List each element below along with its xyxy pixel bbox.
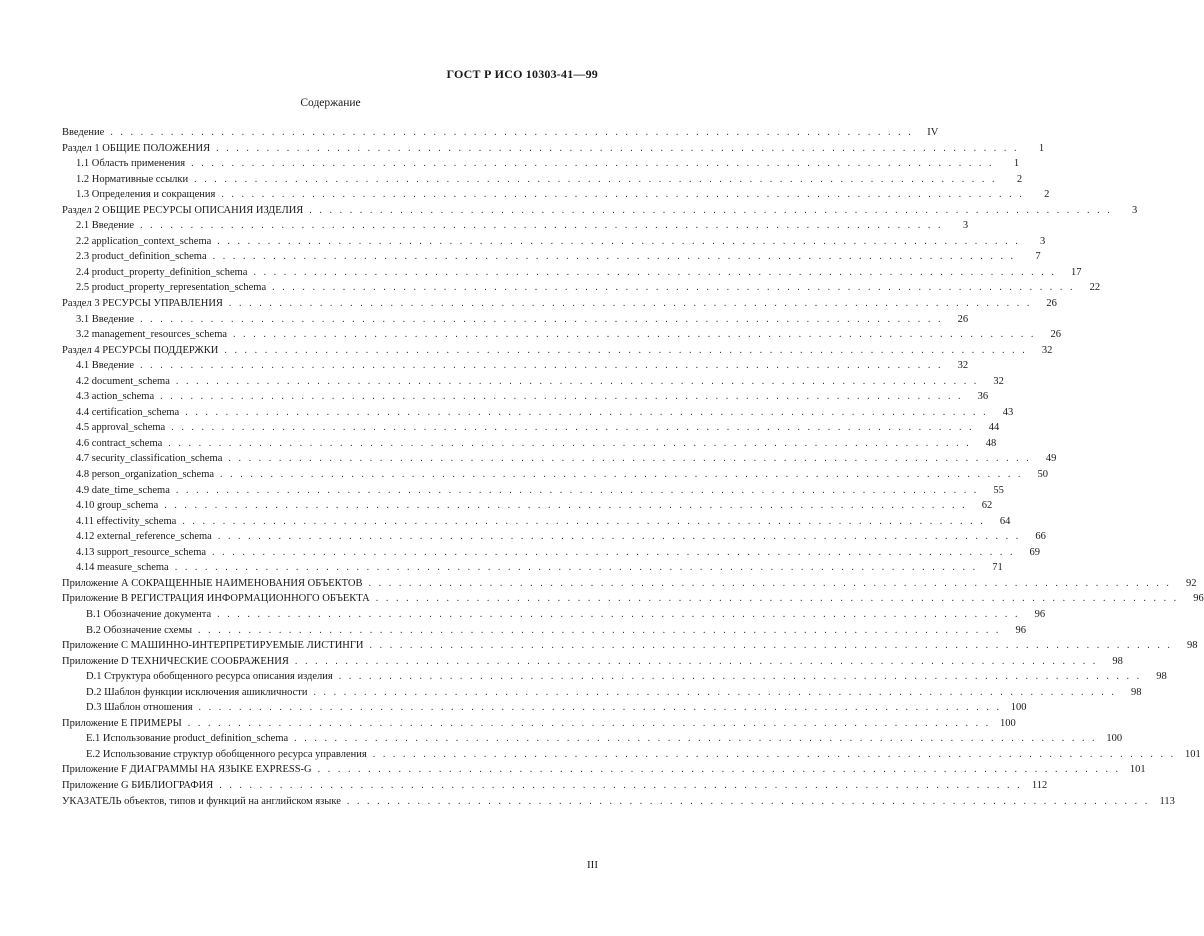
toc-entry (62, 405, 1014, 421)
toc-entry-label: 2.2 application_context_schema (76, 235, 212, 247)
document-code: ГОСТ Р ИСО 10303-41—99 (446, 67, 598, 81)
dot-leader: ................................................................................ (217, 608, 1026, 620)
toc-entry-page: 1 (1013, 158, 1020, 170)
toc-entry-page: 98 (1187, 640, 1198, 652)
dot-leader: ................................................................................ (140, 360, 949, 372)
toc-entry-page: 100 (1000, 717, 1016, 729)
toc-entry-page: 22 (1089, 282, 1101, 294)
dot-leader: ................................................................................ (175, 375, 984, 387)
toc-entry-label: 4.4 certification_schema (76, 406, 180, 418)
dot-leader: ................................................................................ (294, 733, 1103, 745)
toc-entry-page: 98 (1156, 671, 1167, 683)
toc-entry-label: 4.5 approval_schema (76, 422, 166, 434)
toc-entry-page: 92 (1186, 577, 1197, 589)
toc-entry-page: 17 (1070, 266, 1082, 278)
dot-leader: ................................................................................ (168, 437, 977, 449)
toc-entry-page: 100 (1010, 702, 1027, 714)
toc-entry-label: 2.4 product_property_definition_schema (76, 266, 248, 278)
toc-entry-page: 32 (993, 375, 1004, 387)
dot-leader: ................................................................................ (233, 329, 1042, 341)
toc-entry-label: 4.2 document_schema (76, 375, 170, 387)
toc-entry-label: Приложение В РЕГИСТРАЦИЯ ИНФОРМАЦИОННОГО ОБЪЕКТА (62, 593, 370, 605)
toc-entry (62, 172, 1023, 188)
toc-entry-label: Приложение G БИБЛИОГРАФИЯ (62, 779, 214, 791)
toc-entry (62, 234, 1046, 250)
toc-entry-page: 2 (1044, 189, 1050, 201)
toc-entry-label: 4.7 security_classification_schema (76, 453, 223, 465)
toc-entry-page: 96 (1015, 624, 1027, 636)
toc-entry-page: 50 (1037, 469, 1049, 481)
toc-entry-page: 26 (957, 313, 969, 325)
toc-entry-label: 4.6 contract_schema (76, 437, 163, 449)
toc-entry-page: 98 (1112, 655, 1123, 667)
dot-leader: ................................................................................ (164, 500, 973, 512)
toc-entry-page: 48 (985, 437, 997, 449)
toc-entry (62, 280, 1101, 296)
dot-leader: ................................................................................ (313, 686, 1122, 698)
toc-entry (62, 638, 1198, 654)
dot-leader: ................................................................................ (212, 546, 1021, 558)
dot-leader: ................................................................................ (369, 640, 1178, 652)
toc-entry (62, 514, 1011, 530)
toc-entry-page: 71 (992, 562, 1003, 574)
dot-leader: ................................................................................ (346, 795, 1155, 807)
toc-entry (62, 389, 989, 405)
toc-entry-page: 26 (1046, 298, 1057, 310)
toc-entry-label: Раздел 3 РЕСУРСЫ УПРАВЛЕНИЯ (62, 298, 223, 310)
dot-leader: ................................................................................ (372, 748, 1181, 760)
toc-entry-label: Приложение А СОКРАЩЕННЫЕ НАИМЕНОВАНИЯ ОБЪЕКТОВ (62, 577, 363, 589)
toc-entry-label: D.1 Структура обобщенного ресурса описания изделия (86, 671, 333, 683)
toc-entry (62, 762, 1146, 778)
toc-entry (62, 327, 1062, 343)
toc-entry-label: 4.13 support_resource_schema (76, 546, 207, 558)
toc-entry (62, 358, 969, 374)
toc-entry-label: Приложение Е ПРИМЕРЫ (62, 717, 182, 729)
toc-entry (62, 716, 1016, 732)
toc-entry-label: Раздел 2 ОБЩИЕ РЕСУРСЫ ОПИСАНИЯ ИЗДЕЛИЯ (62, 204, 304, 216)
dot-leader: ................................................................................ (110, 127, 919, 138)
toc-entry (62, 343, 1053, 359)
toc-entry-label: D.2 Шаблон функции исключения ашикличности (86, 686, 308, 698)
toc-entry (62, 249, 1041, 265)
toc-entry (62, 545, 1041, 561)
toc-entry-page: 26 (1050, 329, 1062, 341)
dot-leader: ................................................................................ (198, 702, 1007, 714)
toc-entry-page: 101 (1129, 764, 1146, 776)
toc-entry-page: 113 (1159, 795, 1175, 807)
dot-leader: ................................................................................ (217, 235, 1026, 247)
toc-entry-label: Е.1 Использование product_definition_schema (86, 733, 289, 745)
dot-leader: ................................................................................ (272, 282, 1081, 294)
toc-entry (62, 203, 1138, 219)
toc-entry (62, 483, 1004, 499)
toc-entry-label: 2.3 product_definition_schema (76, 251, 207, 263)
toc-entry-label: 4.11 effectivity_schema (76, 515, 177, 527)
dot-leader: ................................................................................ (216, 142, 1025, 154)
toc-entry (62, 296, 1057, 312)
toc-entry-page: 1 (1038, 142, 1045, 154)
toc-entry-label: 1.1 Область применения (76, 158, 186, 170)
dot-leader: ................................................................................ (228, 453, 1037, 465)
toc-entry (62, 560, 1003, 576)
toc-entry-label: 3.1 Введение (76, 313, 135, 325)
toc-entry-page: 66 (1035, 531, 1046, 543)
toc-entry-label: D.3 Шаблон отношения (86, 702, 193, 714)
toc-entry (62, 685, 1142, 701)
toc-entry-label: 4.14 measure_schema (76, 562, 169, 574)
toc-entry-page: 96 (1193, 593, 1204, 605)
toc-entry-label: Приложение F ДИАГРАММЫ НА ЯЗЫКЕ EXPRESS-G (62, 764, 312, 776)
toc-entry (62, 607, 1046, 623)
toc-entry (62, 467, 1049, 483)
dot-leader: ................................................................................ (212, 251, 1021, 263)
dot-leader: ................................................................................ (182, 515, 991, 527)
toc-entry (62, 265, 1082, 281)
toc-entry (62, 669, 1167, 685)
toc-entry (62, 156, 1020, 172)
toc-entry-label: Введение (62, 127, 105, 138)
toc-entry (62, 420, 1000, 436)
toc-entry (62, 529, 1046, 545)
toc-entry (62, 141, 1045, 157)
toc-entry (62, 654, 1123, 670)
toc-entry-label: 2.1 Введение (76, 220, 135, 232)
toc-entry-page: 112 (1031, 779, 1048, 791)
toc-entry-label: В.2 Обозначение схемы (86, 624, 193, 636)
toc-entry-label: Раздел 1 ОБЩИЕ ПОЛОЖЕНИЯ (62, 142, 211, 154)
toc-entry-page: 62 (981, 500, 993, 512)
dot-leader: ................................................................................ (140, 220, 949, 232)
dot-leader: ................................................................................ (198, 624, 1007, 636)
toc-entry (62, 125, 939, 141)
dot-leader: ................................................................................ (368, 577, 1177, 589)
dot-leader: ................................................................................ (294, 655, 1103, 667)
toc-entry-label: 2.5 product_property_representation_schema (76, 282, 267, 294)
dot-leader: ................................................................................ (175, 484, 984, 496)
toc-entry-page: 7 (1035, 251, 1041, 263)
toc-entry-label: 4.10 group_schema (76, 500, 159, 512)
dot-leader: ................................................................................ (228, 298, 1037, 310)
dot-leader: ................................................................................ (221, 189, 1030, 201)
toc-entry-label: 1.2 Нормативные ссылки (76, 173, 189, 185)
dot-leader: ................................................................................ (140, 313, 949, 325)
toc-entry (62, 451, 1057, 467)
dot-leader: ................................................................................ (191, 158, 1000, 170)
toc-entry (62, 576, 1197, 592)
toc-entry (62, 747, 1201, 763)
dot-leader: ................................................................................ (219, 779, 1028, 791)
toc-entry-page: 3 (1040, 235, 1046, 247)
toc-entry (62, 731, 1123, 747)
toc-entry-label: 4.3 action_schema (76, 391, 155, 403)
toc-entry (62, 794, 1175, 810)
toc-entry-label: Раздел 4 РЕСУРСЫ ПОДДЕРЖКИ (62, 344, 219, 356)
toc-entry (62, 623, 1027, 639)
toc-entry-page: 2 (1016, 173, 1023, 185)
toc-entry (62, 374, 1004, 390)
toc-entry-label: Приложение D ТЕХНИЧЕСКИЕ СООБРАЖЕНИЯ (62, 655, 289, 667)
toc-entry (62, 591, 1204, 607)
toc-entry (62, 498, 993, 514)
toc-entry-page: 96 (1034, 608, 1046, 620)
dot-leader: ................................................................................ (194, 173, 1003, 185)
dot-leader: ................................................................................ (220, 469, 1029, 481)
toc-entry (62, 187, 1050, 203)
toc-entry (62, 436, 997, 452)
toc-entry-label: 4.9 date_time_schema (76, 484, 170, 496)
toc-entry-label: 4.12 external_reference_schema (76, 531, 212, 543)
toc-entry-page: 64 (999, 515, 1011, 527)
toc-entry-page: 49 (1045, 453, 1057, 465)
toc-entry-label: Е.2 Использование структур обобщенного ресурса управления (86, 748, 367, 760)
toc-entry-page: 3 (962, 220, 969, 232)
dot-leader: ................................................................................ (160, 391, 969, 403)
contents-title: Содержание (300, 97, 361, 109)
toc-entry-label: Приложение С МАШИННО-ИНТЕРПРЕТИРУЕМЫЕ ЛИСТИНГИ (62, 640, 364, 652)
toc-entry (62, 700, 1027, 716)
dot-leader: ................................................................................ (171, 422, 980, 434)
toc-entry-page: 55 (993, 484, 1004, 496)
toc-entry-page: 36 (977, 391, 989, 403)
dot-leader: ................................................................................ (338, 671, 1147, 683)
dot-leader: ................................................................................ (375, 593, 1184, 605)
dot-leader: ................................................................................ (217, 531, 1026, 543)
toc-entry-page: 100 (1106, 733, 1123, 745)
page-number: III (587, 859, 598, 871)
toc-entry-label: 3.2 management_resources_schema (76, 329, 228, 341)
toc-entry-label: В.1 Обозначение документа (86, 608, 212, 620)
toc-entry-page: 32 (1041, 344, 1053, 356)
toc-entry-page: 98 (1130, 686, 1142, 698)
dot-leader: ................................................................................ (224, 344, 1033, 356)
toc-entry-label: 4.8 person_organization_schema (76, 469, 215, 481)
toc-entry (62, 312, 969, 328)
dot-leader: ................................................................................ (174, 562, 983, 574)
toc-entry-page: 32 (957, 360, 969, 372)
dot-leader: ................................................................................ (187, 717, 996, 729)
toc-entry (62, 218, 969, 234)
dot-leader: ................................................................................ (253, 266, 1062, 278)
toc-entry-page: 43 (1002, 406, 1014, 418)
dot-leader: ................................................................................ (185, 406, 994, 418)
toc-entry-label: 4.1 Введение (76, 360, 135, 372)
toc-entry-page: 69 (1029, 546, 1041, 558)
toc-entry (62, 778, 1048, 794)
toc-entry-page: 3 (1132, 204, 1138, 216)
toc-entry-page: IV (927, 127, 939, 138)
toc-entry-page: 44 (988, 422, 1000, 434)
toc-entry-label: УКАЗАТЕЛЬ объектов, типов и функций на английском языке (62, 795, 341, 807)
toc-entry-page: 101 (1184, 748, 1201, 760)
toc-entry-label: 1.3 Определения и сокращения (76, 189, 216, 201)
table-of-contents (62, 125, 1204, 809)
dot-leader: ................................................................................ (309, 204, 1118, 216)
dot-leader: ................................................................................ (317, 764, 1126, 776)
